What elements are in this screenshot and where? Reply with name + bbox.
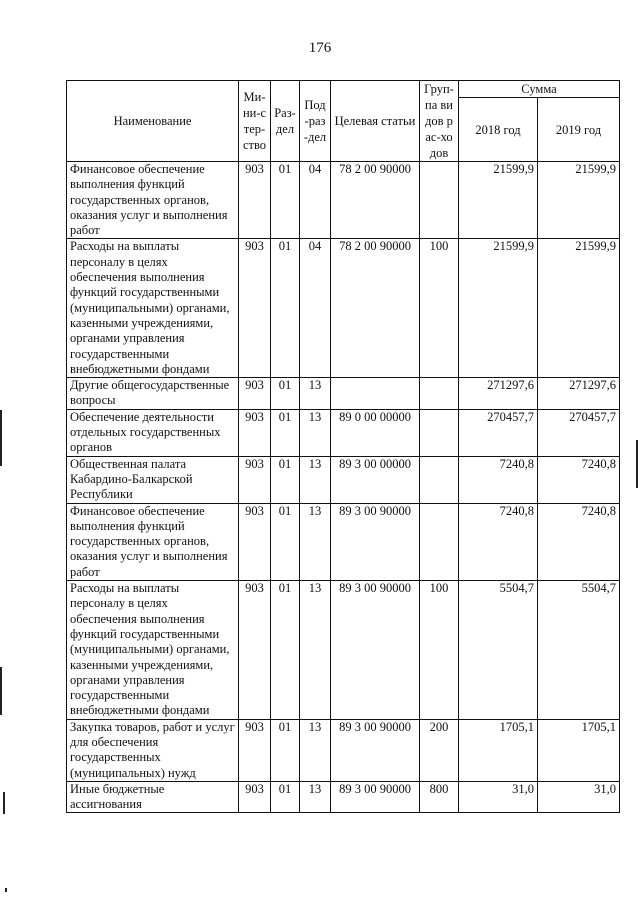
header-target: Целевая статьи xyxy=(331,81,420,162)
row-subsection: 13 xyxy=(300,581,331,720)
header-section: Раз-дел xyxy=(271,81,300,162)
row-ministry: 903 xyxy=(239,781,271,813)
row-group xyxy=(420,456,459,503)
table-row xyxy=(67,456,620,503)
row-name: Общественная палата Кабардино-Балкарской Республики xyxy=(67,456,239,503)
header-ministry: Ми-ни-стер-ство xyxy=(239,81,271,162)
header-year-2019: 2019 год xyxy=(538,98,620,162)
row-target: 89 3 00 90000 xyxy=(331,503,420,580)
row-name: Расходы на выплаты персоналу в целях обеспечения выполнения функций государственными (муниципальными) органами, казенными учреждениями, органами управления государственными внебюджетными фондами xyxy=(67,581,239,720)
table-row xyxy=(67,378,620,410)
row-2019-amount: 21599,9 xyxy=(538,162,620,239)
row-2018-amount: 21599,9 xyxy=(459,162,538,239)
row-subsection: 13 xyxy=(300,378,331,410)
row-2018-amount: 21599,9 xyxy=(459,239,538,378)
row-group: 800 xyxy=(420,781,459,813)
table-row xyxy=(67,781,620,813)
table-row xyxy=(67,409,620,456)
row-2018-amount: 5504,7 xyxy=(459,581,538,720)
budget-table xyxy=(66,80,620,813)
row-group xyxy=(420,409,459,456)
row-name: Другие общегосударственные вопросы xyxy=(67,378,239,410)
row-subsection: 13 xyxy=(300,503,331,580)
row-ministry: 903 xyxy=(239,456,271,503)
row-2018-amount: 270457,7 xyxy=(459,409,538,456)
row-group xyxy=(420,503,459,580)
row-target: 89 3 00 90000 xyxy=(331,581,420,720)
row-target: 89 3 00 90000 xyxy=(331,719,420,781)
scan-mark-left-bottom xyxy=(3,792,5,814)
row-2019-amount: 7240,8 xyxy=(538,503,620,580)
row-target: 78 2 00 90000 xyxy=(331,239,420,378)
header-subsection: Под-раз-дел xyxy=(300,81,331,162)
row-group: 100 xyxy=(420,581,459,720)
row-ministry: 903 xyxy=(239,719,271,781)
row-2018-amount: 7240,8 xyxy=(459,456,538,503)
row-subsection: 04 xyxy=(300,162,331,239)
row-ministry: 903 xyxy=(239,581,271,720)
header-expense-group: Груп-па видов рас-ходов xyxy=(420,81,459,162)
row-section: 01 xyxy=(271,409,300,456)
row-target: 89 3 00 00000 xyxy=(331,456,420,503)
row-subsection: 04 xyxy=(300,239,331,378)
row-group xyxy=(420,162,459,239)
row-name: Иные бюджетные ассигнования xyxy=(67,781,239,813)
row-group: 200 xyxy=(420,719,459,781)
table-row xyxy=(67,503,620,580)
row-name: Закупка товаров, работ и услуг для обеспечения государственных (муниципальных) нужд xyxy=(67,719,239,781)
row-section: 01 xyxy=(271,378,300,410)
row-section: 01 xyxy=(271,503,300,580)
table-row xyxy=(67,239,620,378)
row-ministry: 903 xyxy=(239,409,271,456)
row-group xyxy=(420,378,459,410)
row-2018-amount: 31,0 xyxy=(459,781,538,813)
page-number: 176 xyxy=(308,40,332,56)
row-target xyxy=(331,378,420,410)
scan-mark-left-middle xyxy=(0,667,2,715)
table-row xyxy=(67,581,620,720)
row-section: 01 xyxy=(271,162,300,239)
table-row xyxy=(67,719,620,781)
row-target: 78 2 00 90000 xyxy=(331,162,420,239)
row-group: 100 xyxy=(420,239,459,378)
row-section: 01 xyxy=(271,239,300,378)
row-name: Финансовое обеспечение выполнения функций государственных органов, оказания услуг и выполнения работ xyxy=(67,503,239,580)
row-name: Финансовое обеспечение выполнения функций государственных органов, оказания услуг и выполнения работ xyxy=(67,162,239,239)
row-2018-amount: 271297,6 xyxy=(459,378,538,410)
header-sum: Сумма xyxy=(459,81,620,98)
row-2018-amount: 7240,8 xyxy=(459,503,538,580)
row-target: 89 0 00 00000 xyxy=(331,409,420,456)
row-ministry: 903 xyxy=(239,503,271,580)
row-section: 01 xyxy=(271,581,300,720)
row-section: 01 xyxy=(271,781,300,813)
header-name: Наименование xyxy=(67,81,239,162)
table-header xyxy=(67,81,620,162)
row-2019-amount: 21599,9 xyxy=(538,239,620,378)
row-section: 01 xyxy=(271,456,300,503)
scan-mark-left-dot xyxy=(5,888,7,892)
header-year-2018: 2018 год xyxy=(459,98,538,162)
row-name: Расходы на выплаты персоналу в целях обеспечения выполнения функций государственными (муниципальными) органами, казенными учреждениями, органами управления государственными внебюджетными фондами xyxy=(67,239,239,378)
row-ministry: 903 xyxy=(239,378,271,410)
row-name: Обеспечение деятельности отдельных государственных органов xyxy=(67,409,239,456)
row-ministry: 903 xyxy=(239,239,271,378)
scan-mark-left-top xyxy=(0,410,2,466)
row-2019-amount: 1705,1 xyxy=(538,719,620,781)
row-2019-amount: 31,0 xyxy=(538,781,620,813)
row-2019-amount: 5504,7 xyxy=(538,581,620,720)
scan-mark-right-top xyxy=(636,440,638,488)
table-row xyxy=(67,162,620,239)
row-2019-amount: 270457,7 xyxy=(538,409,620,456)
row-2019-amount: 7240,8 xyxy=(538,456,620,503)
row-subsection: 13 xyxy=(300,719,331,781)
row-ministry: 903 xyxy=(239,162,271,239)
row-target: 89 3 00 90000 xyxy=(331,781,420,813)
row-subsection: 13 xyxy=(300,456,331,503)
row-2018-amount: 1705,1 xyxy=(459,719,538,781)
row-subsection: 13 xyxy=(300,781,331,813)
row-section: 01 xyxy=(271,719,300,781)
row-2019-amount: 271297,6 xyxy=(538,378,620,410)
row-subsection: 13 xyxy=(300,409,331,456)
table-body xyxy=(67,162,620,813)
